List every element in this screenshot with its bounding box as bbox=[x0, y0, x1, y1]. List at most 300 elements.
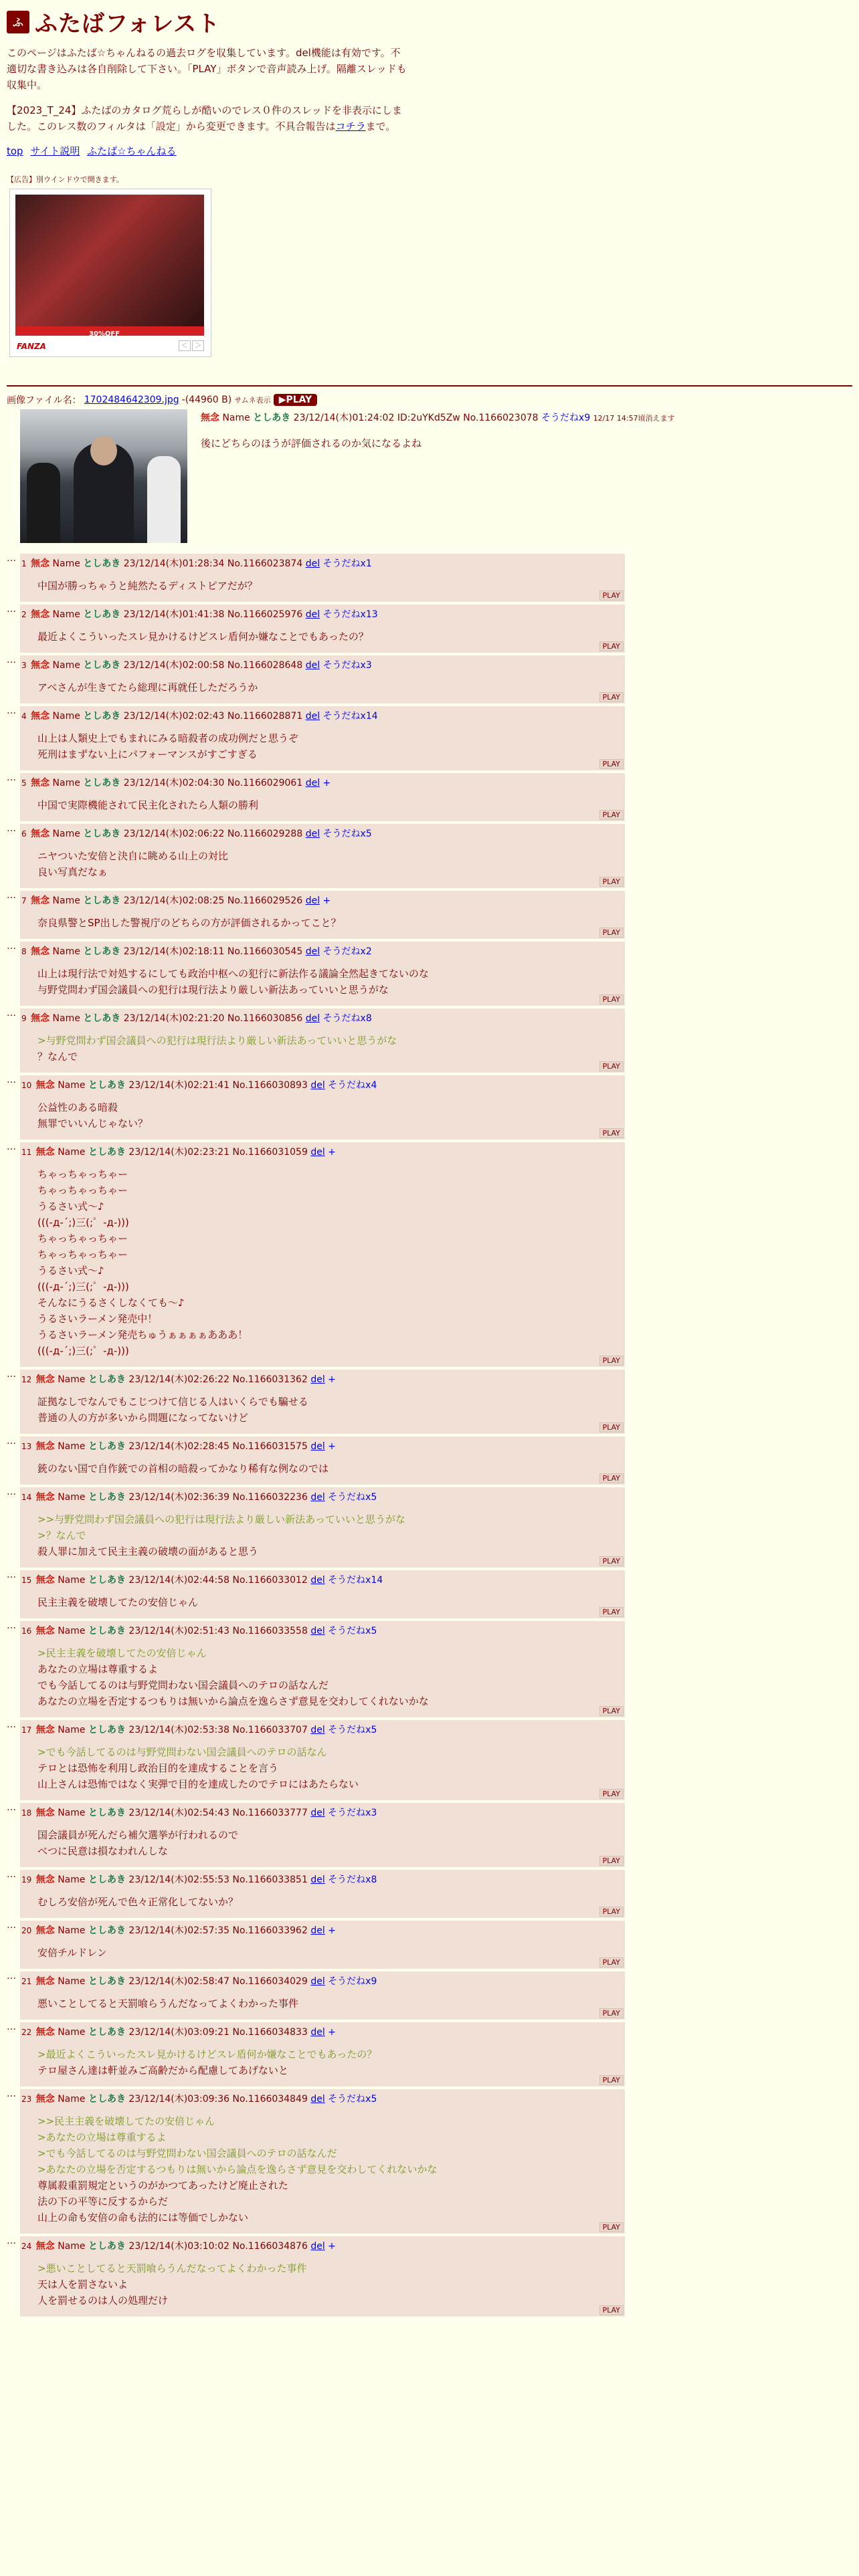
reply-subject: 無念 bbox=[35, 1925, 55, 1936]
reply-datetime: 23/12/14(木)02:18:11 bbox=[123, 946, 225, 957]
reply-name-label: Name bbox=[58, 2027, 86, 2038]
reply-del-link[interactable]: del bbox=[305, 895, 320, 906]
reply-name-label: Name bbox=[58, 1147, 86, 1158]
reply-del-link[interactable]: del bbox=[310, 1441, 325, 1452]
reply-name-label: Name bbox=[52, 609, 80, 620]
reply-del-link[interactable]: del bbox=[310, 2241, 325, 2252]
comment-line: あなたの立場は尊重するよ bbox=[37, 1663, 159, 1675]
reply-number[interactable]: No.1166029526 bbox=[227, 895, 303, 906]
reply-datetime: 23/12/14(木)01:41:38 bbox=[123, 609, 225, 620]
comment-line: むしろ安倍が死んで色々正常化してないか？ bbox=[37, 1896, 239, 1908]
reply-sodane-button[interactable]: そうだねx9 bbox=[328, 1976, 377, 1987]
reply-number[interactable]: No.1166029061 bbox=[227, 778, 303, 788]
quote-line: >>与野党問わず国会議員への犯行は現行法より厳しい新法あっていいと思うがな bbox=[37, 1513, 405, 1525]
reply-play-button[interactable]: PLAY bbox=[599, 759, 624, 769]
reply-play-button[interactable]: PLAY bbox=[599, 1473, 624, 1483]
reply-number[interactable]: No.1166033962 bbox=[232, 1925, 308, 1936]
reply-comment bbox=[37, 629, 621, 645]
reply-dots: … bbox=[7, 1802, 16, 1813]
reply-del-link[interactable]: del bbox=[305, 609, 320, 620]
reply-play-button[interactable]: PLAY bbox=[599, 641, 624, 651]
reply-name: としあき bbox=[88, 2094, 126, 2105]
reply-sodane-button[interactable]: + bbox=[328, 1925, 336, 1936]
reply-post bbox=[20, 824, 625, 888]
reply-sodane-button[interactable]: そうだねx8 bbox=[328, 1874, 377, 1885]
reply-sodane-button[interactable]: そうだねx5 bbox=[322, 829, 372, 839]
reply-subject: 無念 bbox=[35, 2094, 55, 2105]
reply-row bbox=[7, 1570, 625, 1618]
reply-number[interactable]: No.1166034833 bbox=[232, 2027, 308, 2038]
reply-play-button[interactable]: PLAY bbox=[599, 1907, 624, 1917]
reply-subject: 無念 bbox=[35, 1441, 55, 1452]
reply-name: としあき bbox=[88, 1626, 126, 1636]
reply-post bbox=[20, 1803, 625, 1867]
intro-p2-tail: まで。 bbox=[365, 120, 396, 132]
reply-comment bbox=[37, 578, 621, 594]
reply-name: としあき bbox=[88, 1374, 126, 1385]
reply-comment bbox=[37, 1099, 621, 1132]
reply-name: としあき bbox=[88, 1441, 126, 1452]
reply-del-link[interactable]: del bbox=[305, 558, 320, 569]
reply-datetime: 23/12/14(木)02:44:58 bbox=[128, 1575, 230, 1586]
reply-name: としあき bbox=[83, 558, 121, 569]
reply-del-link[interactable]: del bbox=[305, 778, 320, 788]
reply-name-label: Name bbox=[58, 2241, 86, 2252]
reply-del-link[interactable]: del bbox=[310, 1874, 325, 1885]
reply-sodane-button[interactable]: そうだねx5 bbox=[328, 2094, 377, 2105]
reply-sodane-button[interactable]: そうだねx3 bbox=[328, 1808, 377, 1818]
reply-post bbox=[20, 891, 625, 939]
reply-header bbox=[21, 658, 621, 671]
reply-number[interactable]: No.1166030545 bbox=[227, 946, 303, 957]
reply-post bbox=[20, 2022, 625, 2086]
reply-name: としあき bbox=[83, 778, 121, 788]
intro-p2-text: 【2023_T_24】ふたばのカタログ荒らしが酷いのでレス０件のスレッドを非表示にしました。このレス数のフィルタは「設定」から変更できます。不具合報告は bbox=[7, 104, 402, 132]
reply-post bbox=[20, 1570, 625, 1618]
site-header bbox=[7, 5, 852, 38]
reply-header bbox=[21, 1723, 621, 1736]
reply-play-button[interactable]: PLAY bbox=[599, 2075, 624, 2085]
nav-about-link[interactable]: サイト説明 bbox=[30, 145, 80, 157]
reply-del-link[interactable]: del bbox=[310, 1626, 325, 1636]
reply-del-link[interactable]: del bbox=[305, 660, 320, 671]
ad-banner[interactable] bbox=[9, 189, 211, 357]
reply-header bbox=[21, 1439, 621, 1453]
reply-comment bbox=[37, 1894, 621, 1910]
bug-report-link[interactable]: コチラ bbox=[335, 120, 366, 132]
reply-row bbox=[7, 1370, 625, 1434]
reply-post bbox=[20, 1621, 625, 1717]
reply-name: としあき bbox=[88, 1575, 126, 1586]
comment-line: ちゃっちゃっちゃー bbox=[37, 1249, 128, 1261]
reply-datetime: 23/12/14(木)03:09:36 bbox=[128, 2094, 230, 2105]
reply-index: 15 bbox=[21, 1576, 32, 1585]
reply-name: としあき bbox=[83, 895, 121, 906]
reply-name: としあき bbox=[83, 946, 121, 957]
reply-play-button[interactable]: PLAY bbox=[599, 1706, 624, 1716]
reply-del-link[interactable]: del bbox=[310, 1725, 325, 1735]
reply-comment bbox=[37, 679, 621, 695]
reply-dots: … bbox=[7, 1971, 16, 1981]
reply-number[interactable]: No.1166033851 bbox=[232, 1874, 308, 1885]
reply-number[interactable]: No.1166028871 bbox=[227, 711, 303, 722]
reply-dots: … bbox=[7, 2236, 16, 2246]
reply-dots: … bbox=[7, 890, 16, 901]
reply-name-label: Name bbox=[52, 558, 80, 569]
reply-name-label: Name bbox=[58, 1626, 86, 1636]
reply-datetime: 23/12/14(木)02:08:25 bbox=[123, 895, 225, 906]
comment-line: アベさんが生きてたら総理に再就任しただろうか bbox=[37, 681, 258, 693]
reply-sodane-button[interactable]: そうだねx5 bbox=[328, 1626, 377, 1636]
reply-dots: … bbox=[7, 823, 16, 834]
op-subject: 無念 bbox=[201, 413, 219, 423]
reply-list bbox=[7, 554, 625, 2317]
reply-index: 14 bbox=[21, 1493, 32, 1502]
comment-line: 人を罰せるのは人の処理だけ bbox=[37, 2294, 169, 2306]
reply-play-button[interactable]: PLAY bbox=[599, 1856, 624, 1866]
comment-line: 中国が勝っちゃうと純然たるディストピアだが？ bbox=[37, 580, 258, 592]
reply-subject: 無念 bbox=[35, 1575, 55, 1586]
reply-row bbox=[7, 554, 625, 602]
comment-line: ちゃっちゃっちゃー bbox=[37, 1168, 128, 1180]
reply-row bbox=[7, 2089, 625, 2234]
reply-index: 2 bbox=[21, 610, 27, 619]
reply-comment bbox=[37, 915, 621, 931]
quote-line: >>民主主義を破壊してたの安倍じゃん bbox=[37, 2115, 215, 2127]
reply-play-button[interactable]: PLAY bbox=[599, 877, 624, 887]
reply-play-button[interactable]: PLAY bbox=[599, 1128, 624, 1138]
quote-line: >与野党問わず国会議員への犯行は現行法より厳しい新法あっていいと思うがな bbox=[37, 1035, 397, 1047]
reply-sodane-button[interactable]: そうだねx1 bbox=[322, 558, 372, 569]
reply-post bbox=[20, 655, 625, 704]
reply-dots: … bbox=[7, 2088, 16, 2099]
reply-del-link[interactable]: del bbox=[305, 711, 320, 722]
reply-number[interactable]: No.1166032236 bbox=[232, 1492, 308, 1503]
reply-play-button[interactable]: PLAY bbox=[599, 2008, 624, 2018]
reply-number[interactable]: No.1166033012 bbox=[232, 1575, 308, 1586]
reply-sodane-button[interactable]: + bbox=[328, 2027, 336, 2038]
reply-comment bbox=[37, 1945, 621, 1961]
reply-number[interactable]: No.1166029288 bbox=[227, 829, 303, 839]
reply-del-link[interactable]: del bbox=[310, 1575, 325, 1586]
reply-play-button[interactable]: PLAY bbox=[599, 1957, 624, 1967]
reply-post bbox=[20, 773, 625, 821]
reply-name: としあき bbox=[83, 1013, 121, 1024]
reply-name: としあき bbox=[88, 1725, 126, 1735]
reply-row bbox=[7, 1621, 625, 1717]
op-play-button[interactable]: ▶PLAY bbox=[274, 394, 318, 406]
reply-sodane-button[interactable]: そうだねx4 bbox=[328, 1080, 377, 1091]
comment-line: うるさい式〜♪ bbox=[37, 1200, 104, 1212]
reply-name-label: Name bbox=[52, 895, 80, 906]
reply-post bbox=[20, 605, 625, 653]
op-header bbox=[201, 411, 675, 424]
reply-sodane-button[interactable]: + bbox=[322, 895, 331, 906]
reply-row bbox=[7, 1142, 625, 1367]
reply-subject: 無念 bbox=[35, 1080, 55, 1091]
comment-line: 山上さんは恐怖ではなく実弾で目的を達成したのでテロにはあたらない bbox=[37, 1778, 359, 1790]
reply-name-label: Name bbox=[58, 2094, 86, 2105]
reply-sodane-button[interactable]: そうだねx13 bbox=[322, 609, 378, 620]
reply-number[interactable]: No.1166031059 bbox=[232, 1147, 308, 1158]
reply-row bbox=[7, 1803, 625, 1867]
reply-del-link[interactable]: del bbox=[310, 2094, 325, 2105]
reply-index: 8 bbox=[21, 947, 27, 956]
ad-next-button[interactable]: ＞ bbox=[192, 340, 204, 351]
reply-row bbox=[7, 824, 625, 888]
reply-dots: … bbox=[7, 1570, 16, 1580]
reply-number[interactable]: No.1166033777 bbox=[232, 1808, 308, 1818]
reply-del-link[interactable]: del bbox=[310, 1492, 325, 1503]
nav-top-link[interactable]: top bbox=[7, 145, 23, 157]
reply-index: 9 bbox=[21, 1014, 27, 1023]
reply-post bbox=[20, 1142, 625, 1367]
reply-datetime: 23/12/14(木)02:00:58 bbox=[123, 660, 225, 671]
quote-line: >最近よくこういったスレ見かけるけどスレ盾何か嫌なことでもあったの？ bbox=[37, 2048, 377, 2060]
comment-line: 山上は人類史上でもまれにみる暗殺者の成功例だと思うぞ bbox=[37, 732, 299, 744]
reply-comment bbox=[37, 1511, 621, 1560]
comment-line: (((-д-´;)三(;゜-д-))) bbox=[37, 1281, 129, 1293]
reply-header bbox=[21, 893, 621, 907]
comment-line: 銃のない国で自作銃での首相の暗殺ってかなり稀有な例なのでは bbox=[37, 1463, 329, 1475]
reply-play-button[interactable]: PLAY bbox=[599, 692, 624, 702]
quote-line: >？なんで bbox=[37, 1529, 86, 1541]
reply-subject: 無念 bbox=[35, 1374, 55, 1385]
reply-subject: 無念 bbox=[31, 895, 50, 906]
reply-name-label: Name bbox=[52, 1013, 80, 1024]
reply-row bbox=[7, 706, 625, 770]
reply-dots: … bbox=[7, 1487, 16, 1497]
reply-header bbox=[21, 607, 621, 621]
reply-number[interactable]: No.1166031362 bbox=[232, 1374, 308, 1385]
reply-subject: 無念 bbox=[31, 1013, 50, 1024]
comment-line: 民主主義を破壊してたの安倍じゃん bbox=[37, 1596, 199, 1608]
reply-sodane-button[interactable]: そうだねx2 bbox=[322, 946, 372, 957]
reply-del-link[interactable]: del bbox=[310, 1925, 325, 1936]
reply-play-button[interactable]: PLAY bbox=[599, 2222, 624, 2232]
op-name: としあき bbox=[253, 413, 291, 423]
reply-post bbox=[20, 1487, 625, 1568]
reply-sodane-button[interactable]: + bbox=[328, 2241, 336, 2252]
comment-line: うるさい式〜♪ bbox=[37, 1265, 104, 1277]
reply-name-label: Name bbox=[58, 1925, 86, 1936]
reply-play-button[interactable]: PLAY bbox=[599, 1789, 624, 1799]
reply-subject: 無念 bbox=[35, 2241, 55, 2252]
reply-dots: … bbox=[7, 655, 16, 665]
reply-post bbox=[20, 1720, 625, 1800]
comment-line: 死刑はまずない上にパフォーマンスがすごすぎる bbox=[37, 748, 258, 760]
comment-line: 公益性のある暗殺 bbox=[37, 1101, 118, 1113]
op-sodane-button[interactable]: そうだねx9 bbox=[541, 413, 591, 423]
reply-subject: 無念 bbox=[35, 1626, 55, 1636]
reply-subject: 無念 bbox=[35, 1808, 55, 1818]
comment-line: 最近よくこういったスレ見かけるけどスレ盾何か嫌なことでもあったの？ bbox=[37, 631, 369, 643]
comment-line: 山上の命も安倍の命も法的には等価でしかない bbox=[37, 2212, 249, 2224]
reply-number[interactable]: No.1166030893 bbox=[232, 1080, 308, 1091]
reply-name-label: Name bbox=[58, 1976, 86, 1987]
reply-row bbox=[7, 1971, 625, 2020]
ad-pager bbox=[177, 340, 204, 351]
reply-number[interactable]: No.1166030856 bbox=[227, 1013, 303, 1024]
reply-comment bbox=[37, 797, 621, 813]
comment-line: テロ屋さん達は軒並みご高齢だから配慮してあげないと bbox=[37, 2064, 289, 2076]
reply-name-label: Name bbox=[58, 1874, 86, 1885]
reply-play-button[interactable]: PLAY bbox=[599, 1356, 624, 1366]
reply-play-button[interactable]: PLAY bbox=[599, 810, 624, 820]
reply-dots: … bbox=[7, 604, 16, 615]
reply-del-link[interactable]: del bbox=[305, 829, 320, 839]
reply-name-label: Name bbox=[52, 660, 80, 671]
reply-header bbox=[21, 1145, 621, 1158]
ad-brand-logo: FANZA bbox=[17, 342, 46, 351]
reply-comment bbox=[37, 1033, 621, 1065]
reply-del-link[interactable]: del bbox=[310, 2027, 325, 2038]
quote-line: >あなたの立場を否定するつもりは無いから論点を逸らさず意見を交わしてくれないかな bbox=[37, 2163, 438, 2175]
op-thumbnail[interactable] bbox=[20, 409, 187, 543]
site-logo[interactable]: ふ bbox=[7, 11, 29, 33]
comment-line: 与野党問わず国会議員への犯行は現行法より厳しい新法あっていいと思うがな bbox=[37, 984, 389, 996]
reply-subject: 無念 bbox=[31, 609, 50, 620]
reply-sodane-button[interactable]: そうだねx5 bbox=[328, 1492, 377, 1503]
reply-sodane-button[interactable]: そうだねx14 bbox=[322, 711, 378, 722]
op-post bbox=[7, 409, 852, 543]
reply-row bbox=[7, 1436, 625, 1485]
reply-datetime: 23/12/14(木)02:23:21 bbox=[128, 1147, 230, 1158]
reply-row bbox=[7, 2022, 625, 2086]
reply-del-link[interactable]: del bbox=[305, 946, 320, 957]
reply-number[interactable]: No.1166034876 bbox=[232, 2241, 308, 2252]
reply-dots: … bbox=[7, 553, 16, 564]
reply-del-link[interactable]: del bbox=[310, 1808, 325, 1818]
reply-index: 3 bbox=[21, 661, 27, 670]
op-expire-note: 12/17 14:57頃消えます bbox=[593, 414, 675, 423]
reply-datetime: 23/12/14(木)02:26:22 bbox=[128, 1374, 230, 1385]
reply-number[interactable]: No.1166031575 bbox=[232, 1441, 308, 1452]
reply-index: 24 bbox=[21, 2242, 32, 2251]
reply-index: 4 bbox=[21, 712, 27, 721]
reply-comment bbox=[37, 1996, 621, 2012]
reply-name: としあき bbox=[88, 1492, 126, 1503]
reply-name: としあき bbox=[88, 1147, 126, 1158]
op-number[interactable]: No.1166023078 bbox=[463, 413, 539, 423]
reply-play-button[interactable]: PLAY bbox=[599, 928, 624, 938]
reply-del-link[interactable]: del bbox=[310, 1080, 325, 1091]
ad-label: 【広告】別ウインドウで開きます。 bbox=[7, 175, 124, 184]
reply-number[interactable]: No.1166025976 bbox=[227, 609, 303, 620]
reply-play-button[interactable]: PLAY bbox=[599, 1607, 624, 1617]
reply-index: 7 bbox=[21, 896, 27, 905]
reply-play-button[interactable]: PLAY bbox=[599, 994, 624, 1004]
reply-name: としあき bbox=[88, 1925, 126, 1936]
reply-sodane-button[interactable]: そうだねx8 bbox=[322, 1013, 372, 1024]
reply-subject: 無念 bbox=[31, 711, 50, 722]
reply-del-link[interactable]: del bbox=[310, 1147, 325, 1158]
comment-line: 良い写真だなぁ bbox=[37, 866, 108, 878]
reply-number[interactable]: No.1166034849 bbox=[232, 2094, 308, 2105]
reply-number[interactable]: No.1166034029 bbox=[232, 1976, 308, 1987]
reply-post bbox=[20, 1008, 625, 1073]
reply-header bbox=[21, 1490, 621, 1503]
reply-sodane-button[interactable]: そうだねx5 bbox=[328, 1725, 377, 1735]
reply-name-label: Name bbox=[58, 1374, 86, 1385]
op-file-size: -(44960 B) bbox=[181, 395, 232, 405]
divider bbox=[7, 385, 852, 387]
reply-number[interactable]: No.1166033707 bbox=[232, 1725, 308, 1735]
reply-datetime: 23/12/14(木)02:06:22 bbox=[123, 829, 225, 839]
reply-name-label: Name bbox=[58, 1725, 86, 1735]
reply-comment bbox=[37, 2046, 621, 2078]
reply-header bbox=[21, 827, 621, 840]
reply-sodane-button[interactable]: + bbox=[328, 1374, 336, 1385]
reply-play-button[interactable]: PLAY bbox=[599, 1556, 624, 1566]
reply-header bbox=[21, 1011, 621, 1025]
reply-subject: 無念 bbox=[31, 660, 50, 671]
reply-header bbox=[21, 2025, 621, 2038]
op-comment: 後にどちらのほうが評価されるのか気になるよね bbox=[201, 437, 422, 449]
comment-line: ちゃっちゃっちゃー bbox=[37, 1184, 128, 1196]
reply-dots: … bbox=[7, 2022, 16, 2032]
intro-paragraph-2 bbox=[7, 102, 408, 134]
reply-header bbox=[21, 2239, 621, 2252]
reply-row bbox=[7, 1921, 625, 1969]
reply-datetime: 23/12/14(木)03:10:02 bbox=[128, 2241, 230, 2252]
reply-number[interactable]: No.1166023874 bbox=[227, 558, 303, 569]
reply-del-link[interactable]: del bbox=[310, 1374, 325, 1385]
site-title: ふたばフォレスト bbox=[35, 11, 221, 37]
reply-sodane-button[interactable]: そうだねx14 bbox=[328, 1575, 383, 1586]
reply-header bbox=[21, 1923, 621, 1937]
reply-name: としあき bbox=[83, 660, 121, 671]
reply-play-button[interactable]: PLAY bbox=[599, 1422, 624, 1432]
reply-index: 22 bbox=[21, 2028, 32, 2037]
reply-dots: … bbox=[7, 1075, 16, 1085]
reply-play-button[interactable]: PLAY bbox=[599, 591, 624, 601]
reply-comment bbox=[37, 1744, 621, 1792]
reply-play-button[interactable]: PLAY bbox=[599, 1061, 624, 1071]
reply-name: としあき bbox=[88, 1976, 126, 1987]
reply-number[interactable]: No.1166028648 bbox=[227, 660, 303, 671]
comment-line: 悪いことしてると天罰喰らうんだなってよくわかった事件 bbox=[37, 1998, 299, 2010]
reply-name-label: Name bbox=[58, 1080, 86, 1091]
op-file-link[interactable]: 1702484642309.jpg bbox=[84, 395, 179, 405]
reply-row bbox=[7, 1870, 625, 1918]
reply-sodane-button[interactable]: + bbox=[328, 1147, 336, 1158]
reply-row bbox=[7, 1487, 625, 1568]
reply-row bbox=[7, 891, 625, 939]
reply-post bbox=[20, 1370, 625, 1434]
reply-subject: 無念 bbox=[31, 778, 50, 788]
reply-post bbox=[20, 706, 625, 770]
ad-image[interactable] bbox=[15, 195, 204, 335]
reply-play-button[interactable]: PLAY bbox=[599, 2305, 624, 2315]
reply-dots: … bbox=[7, 1436, 16, 1446]
reply-header bbox=[21, 2092, 621, 2105]
ad-stripe: 30%OFF bbox=[15, 326, 204, 336]
reply-sodane-button[interactable]: そうだねx3 bbox=[322, 660, 372, 671]
reply-del-link[interactable]: del bbox=[310, 1976, 325, 1987]
reply-subject: 無念 bbox=[35, 2027, 55, 2038]
nav-futaba-link[interactable]: ふたば☆ちゃんねる bbox=[87, 145, 177, 157]
reply-name: としあき bbox=[83, 829, 121, 839]
reply-sodane-button[interactable]: + bbox=[322, 778, 331, 788]
ad-prev-button[interactable]: ＜ bbox=[179, 340, 191, 351]
reply-header bbox=[21, 1974, 621, 1988]
reply-header bbox=[21, 556, 621, 570]
reply-del-link[interactable]: del bbox=[305, 1013, 320, 1024]
reply-name: としあき bbox=[88, 1874, 126, 1885]
reply-sodane-button[interactable]: + bbox=[328, 1441, 336, 1452]
reply-number[interactable]: No.1166033558 bbox=[232, 1626, 308, 1636]
